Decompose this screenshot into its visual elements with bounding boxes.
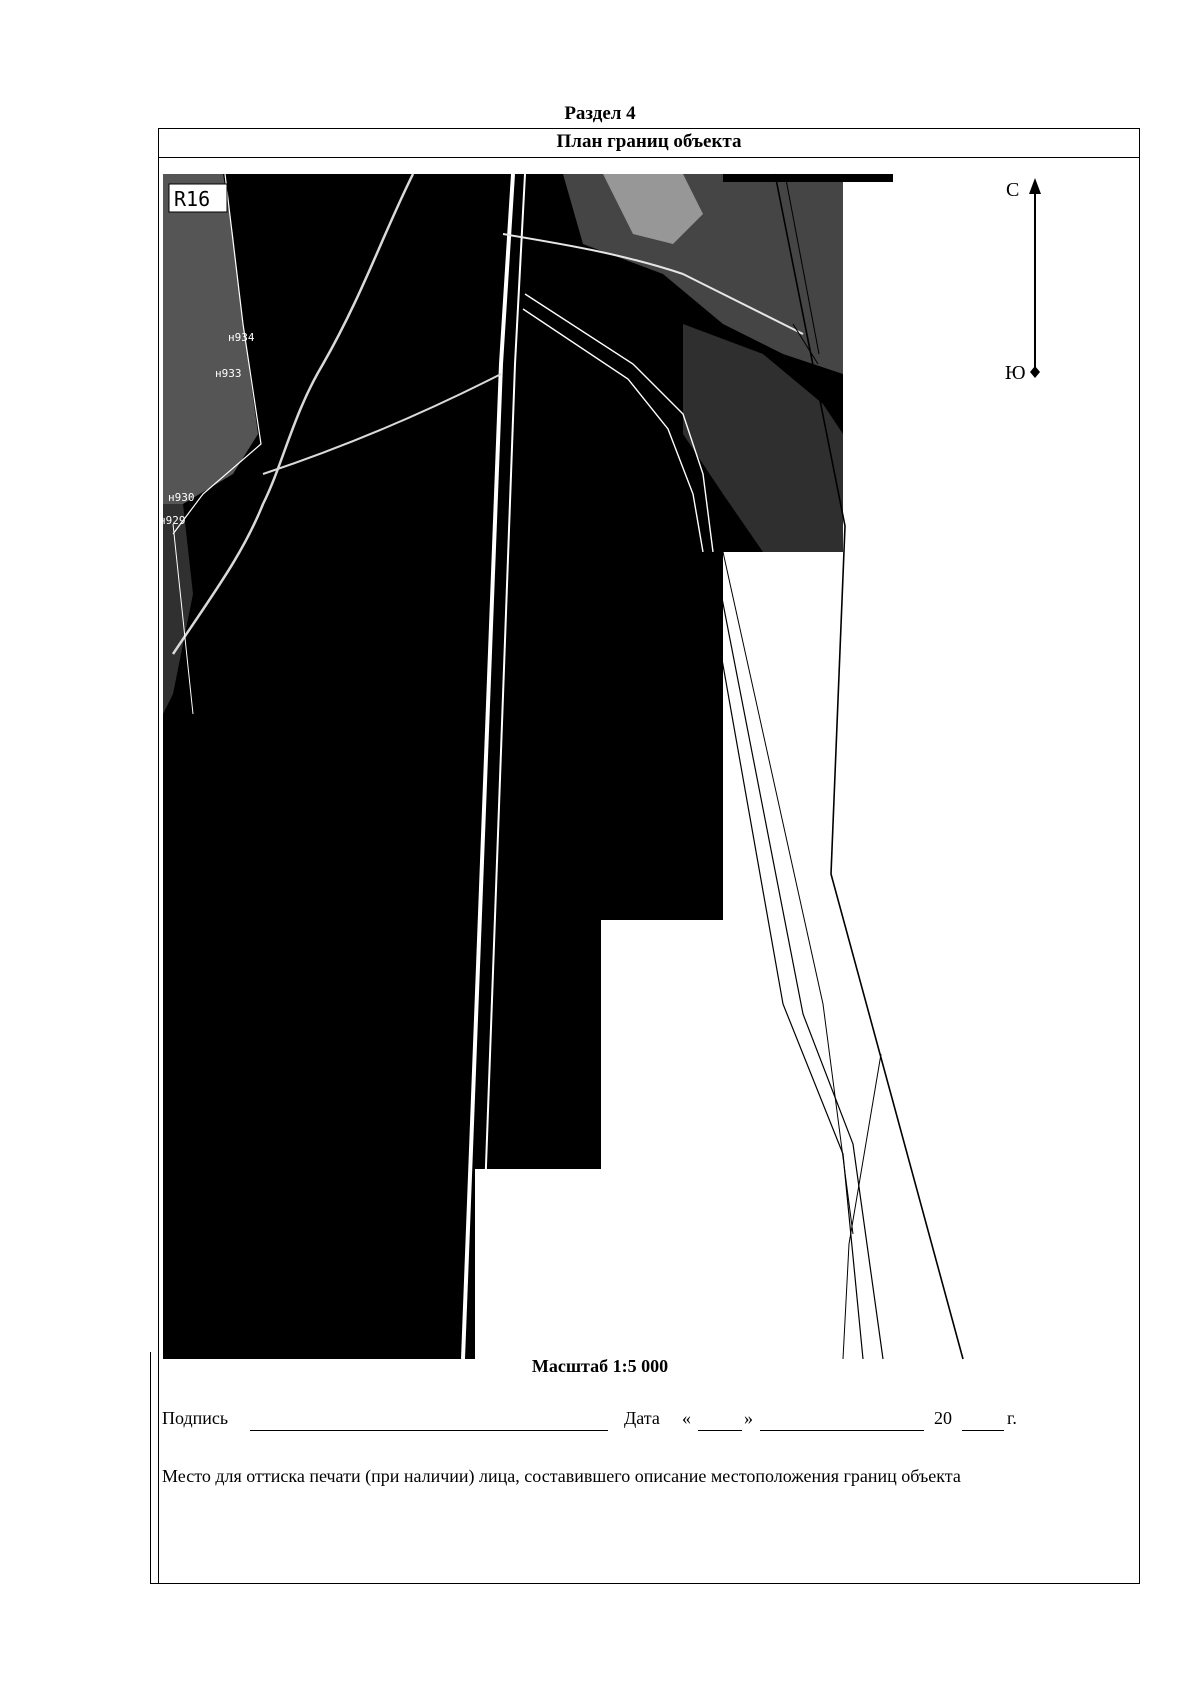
compass-south-label: Ю [1005,362,1026,384]
point-label-n930: н930 [168,491,195,504]
boundary-plan-map [159,174,1123,1359]
stamp-place-text: Место для оттиска печати (при наличии) лица, составившего описание местоположения границ объекта [162,1466,961,1486]
boundary-line [843,1244,849,1359]
point-label-n933: н933 [215,367,242,380]
section-title: Раздел 4 [564,103,636,124]
point-label-n934: н934 [228,331,255,344]
signature-row [162,1408,1062,1438]
month-line [760,1430,924,1431]
year-line [962,1430,1004,1431]
scale-label: Масштаб 1:5 000 [531,1356,669,1376]
plan-heading: План границ объекта [158,128,1140,158]
day-line [698,1430,742,1431]
year-suffix: г. [1007,1408,1017,1428]
frame-line [150,1583,160,1584]
year-prefix: 20 [934,1408,952,1428]
compass-north-label: С [1006,179,1020,201]
signature-label: Подпись [162,1408,229,1428]
point-label-n929: н929 [159,514,186,527]
compass-south-marker [1030,366,1040,378]
date-quote-close: » [744,1408,753,1428]
date-quote-open: « [682,1408,691,1428]
sheet-label: R16 [174,187,211,211]
boundary-line [713,552,883,1359]
frame-line [150,1352,151,1584]
date-label: Дата [624,1408,660,1428]
image-edge-bar [723,174,893,182]
compass-north-arrowhead [1029,178,1041,194]
signature-line [250,1430,608,1431]
